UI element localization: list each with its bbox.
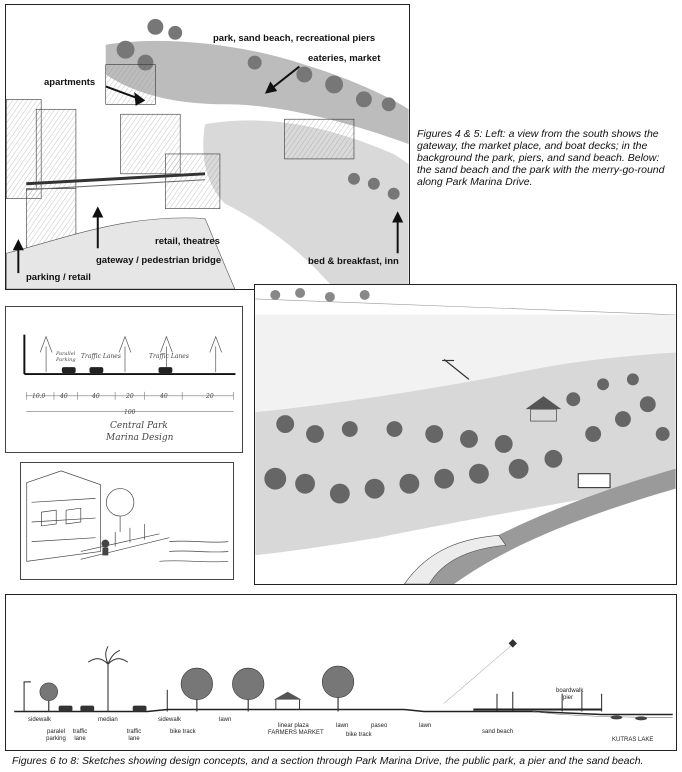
dim-5: 40 [160,393,168,400]
dim-2: 40 [60,393,68,400]
label-parking-retail: parking / retail [26,272,91,283]
label-parallel-parking: Parallel Parking [56,351,76,363]
section-label-bike-track-2: bike track [346,732,372,738]
section-label-lawn-2: lawn [336,723,349,729]
label-gateway-bridge: gateway / pedestrian bridge [96,255,222,266]
section-label-sidewalk-1: sidewalk [28,717,52,723]
park-marina-section [5,594,677,751]
label-bed-breakfast-inn: bed & breakfast, inn [308,256,399,267]
section-label-median: median [98,717,118,723]
section-label-kutras-lake: KUTRAS LAKE [612,737,654,743]
section-label-farmers-market: FARMERS MARKET [268,730,324,736]
section-title-line1: Central Park [110,421,168,431]
section-label-lawn-1: lawn [219,717,232,723]
dim-total: 100 [124,409,136,416]
caption-figures-6-8: Figures 6 to 8: Sketches showing design concepts, and a section through Park Marina Drive, the public park, a pier and the sand beach. [12,755,644,767]
section-label-paseo: paseo [371,723,388,729]
dim-4: 20 [126,393,134,400]
label-traffic-lanes-left: Traffic Lanes [81,353,121,360]
section-label-traffic-lane-2: traffic lane [126,729,142,742]
section-label-lawn-3: lawn [419,723,432,729]
section-label-traffic-lane-1: traffic lane [72,729,88,742]
section-label-sidewalk-2: sidewalk [158,717,182,723]
dim-6: 20 [206,393,214,400]
section-label-linear-plaza: linear plaza [278,723,309,729]
section-label-parallel-parking: paralel parking [46,729,66,742]
label-park-beach-piers: park, sand beach, recreational piers [213,33,376,44]
section-label-bike-track-1: bike track [170,729,196,735]
section-label-sand-beach: sand beach [482,729,514,735]
park-beach-aerial [254,284,677,585]
label-eateries-market: eateries, market [308,53,381,64]
dim-3: 40 [92,393,100,400]
aerial-view-figure [5,4,410,290]
street-section-sketch [5,306,243,453]
label-apartments: apartments [44,77,96,88]
boardwalk-sketch [20,462,234,580]
label-retail-theatres: retail, theatres [155,236,220,247]
caption-figures-4-5: Figures 4 & 5: Left: a view from the south shows the gateway, the market place, and boat decks; in the background the park, piers, and sand beach. Below: the sand beach and the park with the merry-go-round along Park Marina Drive. [417,128,665,188]
section-label-boardwalk-pier: boardwalk pier [556,688,584,701]
section-title-line2: Marina Design [106,433,174,443]
label-traffic-lanes-right: Traffic Lanes [149,353,189,360]
dim-1: 10.0 [32,393,46,400]
